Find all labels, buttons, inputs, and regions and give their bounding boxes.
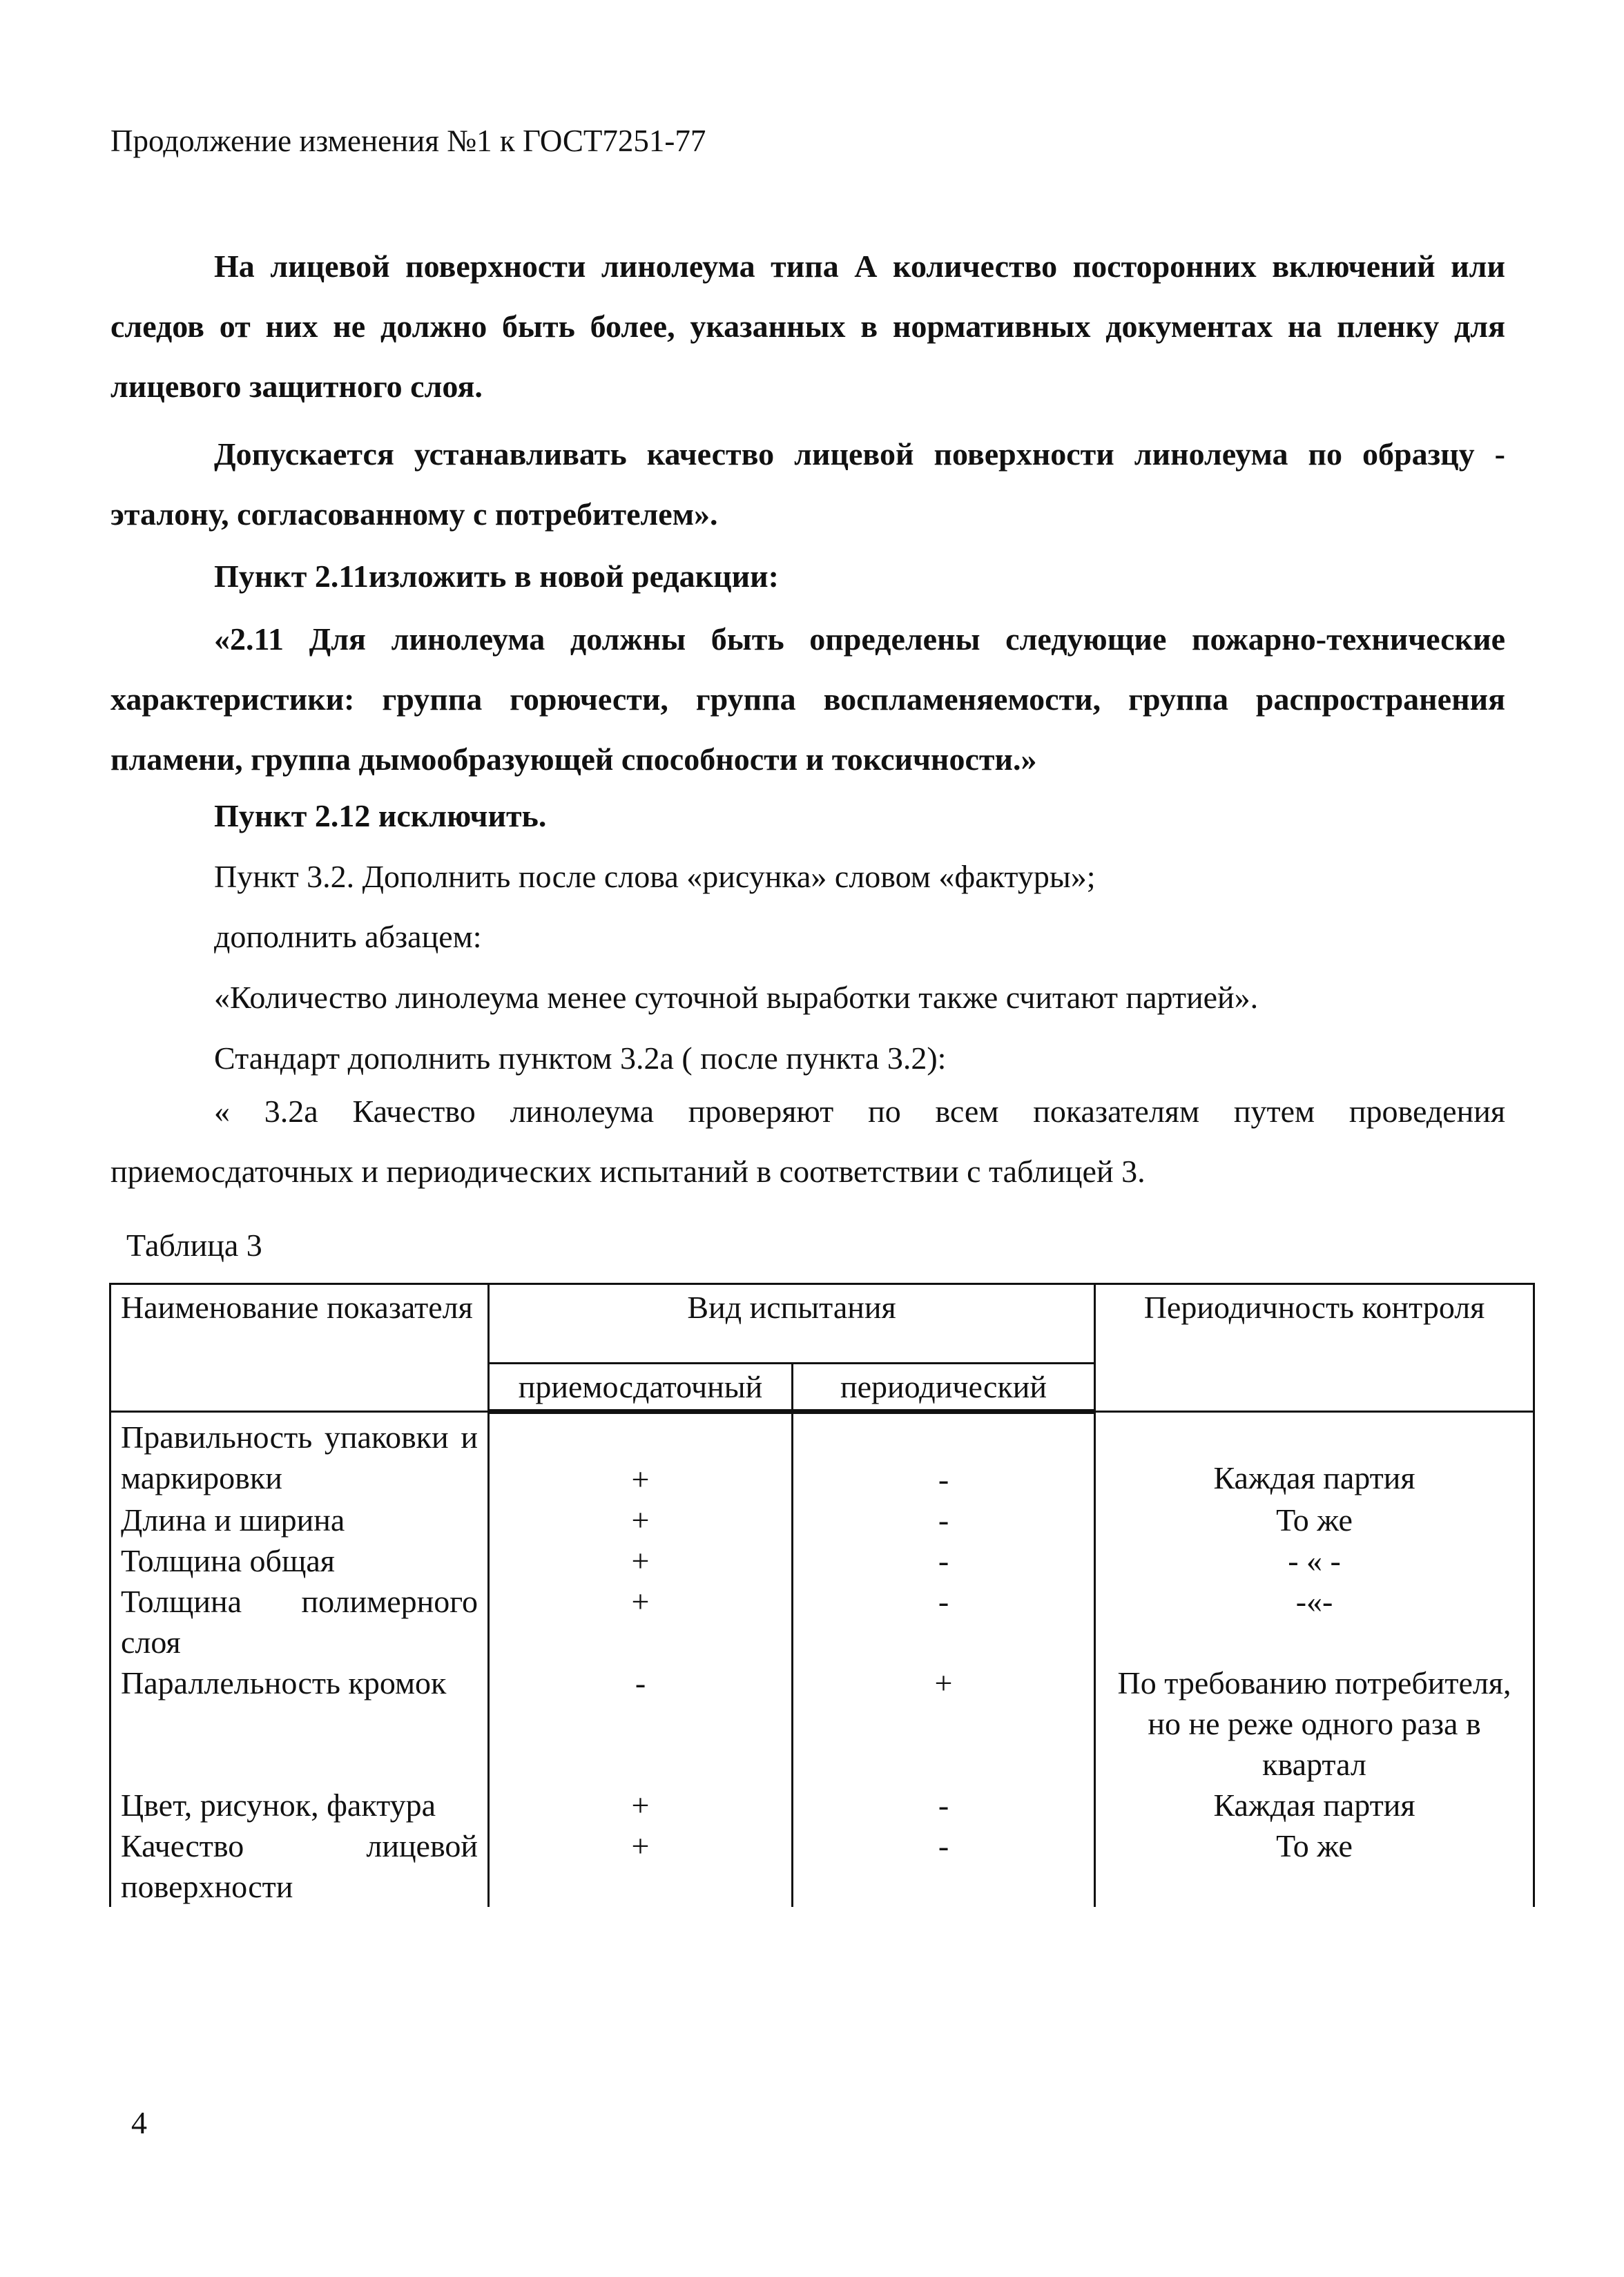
- row-periodic-cell: [793, 1412, 1095, 1500]
- table-row: [110, 1500, 1534, 1540]
- test-schedule-table: [109, 1283, 1535, 1907]
- row-periodic-cell: -: [793, 1581, 1095, 1663]
- row-name-cell: Толщина полимерного слоя: [110, 1581, 489, 1663]
- paragraph-fire-characteristics: «2.11 Для линолеума должны быть определены следующие пожарно-технические характеристики: группа горючести, группа воспламеняемости, группа распространения пламени, группа дымообразующей способности и токсичности.»: [110, 621, 1505, 777]
- paragraph-item-3-2a: Стандарт дополнить пунктом 3.2а ( после пункта 3.2):: [214, 1040, 947, 1076]
- table-row: [110, 1663, 1534, 1785]
- row-name-cell: Правильность упаковки и маркировки: [110, 1412, 489, 1500]
- row-frequency-cell: -«-: [1095, 1581, 1534, 1663]
- header-control-frequency: Периодичность контроля: [1095, 1284, 1534, 1412]
- page-number: 4: [131, 2105, 147, 2140]
- row-name-cell: Цвет, рисунок, фактура: [110, 1785, 489, 1825]
- paragraph-batch-definition: «Количество линолеума менее суточной выработки также считают партией».: [214, 980, 1259, 1015]
- frequency-text: Каждая партия: [1213, 1460, 1415, 1495]
- table-row: [110, 1825, 1534, 1907]
- row-periodic-cell: -: [793, 1785, 1095, 1825]
- row-frequency-cell: То же: [1095, 1500, 1534, 1540]
- row-name-cell: Качество лицевой поверхности: [110, 1825, 489, 1907]
- row-frequency-cell: Каждая партия: [1095, 1785, 1534, 1825]
- periodic-mark: -: [938, 1462, 949, 1497]
- row-acceptance-cell: +: [489, 1500, 793, 1540]
- row-acceptance-cell: [489, 1412, 793, 1500]
- row-name-cell: Длина и ширина: [110, 1500, 489, 1540]
- row-acceptance-cell: -: [489, 1663, 793, 1785]
- row-frequency-cell: - « -: [1095, 1540, 1534, 1581]
- row-periodic-cell: +: [793, 1663, 1095, 1785]
- row-periodic-cell: -: [793, 1825, 1095, 1907]
- row-acceptance-cell: +: [489, 1785, 793, 1825]
- header-periodic-test: периодический: [793, 1364, 1095, 1412]
- paragraph-reference-sample: Допускается устанавливать качество лицевой поверхности линолеума по образцу - эталону, согласованному с потребителем».: [110, 436, 1505, 532]
- table-row: [110, 1540, 1534, 1581]
- header-indicator-name: Наименование показателя: [110, 1284, 489, 1412]
- paragraph-item-3-2: Пункт 3.2. Дополнить после слова «рисунка» словом «фактуры»;: [214, 859, 1096, 894]
- header-acceptance-test: приемосдаточный: [489, 1364, 793, 1412]
- row-periodic-cell: -: [793, 1500, 1095, 1540]
- table-row: [110, 1581, 1534, 1663]
- header-test-type: Вид испытания: [489, 1284, 1095, 1364]
- row-acceptance-cell: +: [489, 1540, 793, 1581]
- acceptance-mark: +: [631, 1462, 650, 1497]
- row-name-cell: Параллельность кромок: [110, 1663, 489, 1785]
- document-header: Продолжение изменения №1 к ГОСТ7251-77: [110, 124, 706, 158]
- table-row: [110, 1412, 1534, 1500]
- row-name-cell: Толщина общая: [110, 1540, 489, 1581]
- table-caption: Таблица 3: [126, 1228, 262, 1263]
- row-acceptance-cell: +: [489, 1825, 793, 1907]
- paragraph-item-2-11: Пункт 2.11изложить в новой редакции:: [214, 559, 780, 594]
- row-acceptance-cell: +: [489, 1581, 793, 1663]
- table-row: [110, 1785, 1534, 1825]
- row-frequency-cell: То же: [1095, 1825, 1534, 1907]
- paragraph-foreign-inclusions: На лицевой поверхности линолеума типа А количество посторонних включений или следов от них не должно быть более, указанных в нормативных документах на пленку для лицевого защитного слоя.: [110, 249, 1505, 404]
- paragraph-add-clause: дополнить абзацем:: [214, 919, 482, 954]
- row-frequency-cell: [1095, 1412, 1534, 1500]
- paragraph-item-2-12: Пункт 2.12 исключить.: [214, 798, 547, 833]
- row-frequency-cell: По требованию потребителя, но не реже одного раза в квартал: [1095, 1663, 1534, 1785]
- row-periodic-cell: -: [793, 1540, 1095, 1581]
- paragraph-quality-testing: « 3.2а Качество линолеума проверяют по всем показателям путем проведения приемосдаточных и периодических испытаний в соответствии с таблицей 3.: [110, 1094, 1505, 1189]
